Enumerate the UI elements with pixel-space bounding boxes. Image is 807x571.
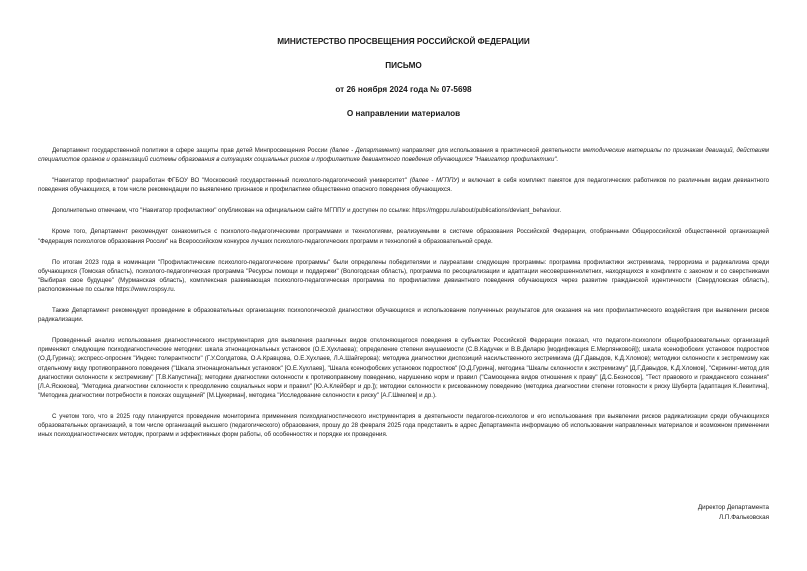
paragraph-7: Проведенный анализ использования диагностического инструментария для выявления различных видов отклоняющегося поведения в субъектах Российской Федерации показал, что педагоги-психологи общеобразовательных организаций применяют следующие психодиагностические методики: шкала этнонациональных установок (О.Е.Хухлаева); определение степени внушаемости (С.В.Кадучек и В.В.Деларю [модификация Е.Мерлянковой]); шкала ксенофобских установок подростков (О.Д.Гурина); экспресс-опросник "Индекс толерантности" (Г.У.Солдатова, О.А.Кравцова, О.Е.Хухлаев, Л.А.Шайгерова); методика диагностики диспозиций насильственного экстремизма (Д.Г.Давыдов, К.Д.Хломов); методики склонности к экстремизму как отдельному виду противоправного поведения ("Шкала этнонациональных установок" [О.Е.Хухлаев], "Шкала ксенофобских установок подростков" [О.Д.Гурина], методика "Шкалы склонности к экстремизму" [Д.Г.Давыдов, К.Д.Хломов], "Скрининг-метод для диагностики склонности к экстремизму" [Т.В.Капустина]); методики диагностики склонности к противоправному поведению, нарушению норм и правил ("Самооценка видов отношения к праву" [Д.С.Безносов], "Тест правового и гражданского сознания" [Л.А.Ясюкова], "Методика диагностики склонности к преодолению социальных норм и правил" [Ю.А.Клейберг и др.]); методики склонности к рискованному поведению (методика диагностики степени готовности к риску Шуберта [адаптация К.Левитина], "Методика диагностики потребности в поисках ощущений" [М.Цукерман], методика "Исследование склонности к риску" [А.Г.Шмелев] и др.). xyxy=(38,337,769,399)
document-date-number: от 26 ноября 2024 года № 07-5698 xyxy=(335,85,472,94)
paragraph-2-text-c: и включает в себя комплект памяток для педагогических работников по различным видам девиантного поведения обучающихся, в том числе рекомендации по выявлению признаков и профилактике общественно опасного поведения обучающихся. xyxy=(38,177,769,194)
paragraph-1 xyxy=(38,146,769,164)
paragraph-8: С учетом того, что в 2025 году планируется проведение мониторинга применения психодиагностического инструментария в деятельности педагогов-психологов и его использования при выявлении рисков радикализации среди обучающихся образовательных организаций, в том числе организаций высшего (педагогического) образования, прошу до 28 февраля 2025 года представить в адрес Департамента информацию об использовании направленных материалов и возможном применении иных психодиагностических методик, программ и эффективных форм работы, об особенностях и порядке их проведения. xyxy=(38,412,769,439)
paragraph-2-text-b: (далее - МГППУ) xyxy=(409,177,460,185)
paragraph-5: По итогам 2023 года в номинации "Профилактические психолого-педагогические программы" были определены победителями и лауреатами следующие программы: программа профилактики экстремизма, терроризма и радикализма среди обучающихся (Томская область), психолого-педагогическая программа "Ресурсы помощи и поддержки" (Вологодская область), программа по ресоциализации и адаптации несовершеннолетних, находящихся в конфликте с законом и со сверстниками "Выбирая свое будущее" (Мурманская область), комплексная развивающая психолого-педагогическая программа по профилактике девиантного поведения обучающихся через развитие гражданской идентичности (Свердловская область), расположенные по ссылке https://www.rospsy.ru. xyxy=(38,258,769,293)
document-type: ПИСЬМО xyxy=(385,61,422,70)
paragraph-4: Кроме того, Департамент рекомендует ознакомиться с психолого-педагогическими программами и технологиями, реализуемыми в системе образования Российской Федерации, отобранными Общероссийской общественной организацией "Федерация психологов образования России" на Всероссийском конкурсе лучших психолого-педагогических программ и технологий в образовательной среде. xyxy=(38,228,769,245)
ministry-heading: МИНИСТЕРСТВО ПРОСВЕЩЕНИЯ РОССИЙСКОЙ ФЕДЕРАЦИИ xyxy=(277,37,530,46)
paragraph-1-text-b: (далее - Департамент) xyxy=(329,147,400,154)
signature-block xyxy=(698,503,769,523)
paragraph-2-text-a: "Навигатор профилактики" разработан ФГБОУ ВО "Московский государственный психолого-педагогический университет" xyxy=(52,177,410,185)
paragraph-2 xyxy=(38,176,769,194)
paragraph-1-text-c: направляет для использования в практической деятельности xyxy=(399,147,583,154)
signature-position: Директор Департамента xyxy=(697,504,769,511)
letter-document xyxy=(38,30,769,451)
signature-name: Л.П.Фальковская xyxy=(719,514,769,521)
paragraph-1-text-d: методические материалы по признакам девиаций, действиям специалистов органов и организаций системы образования в ситуациях социальных рисков и профилактике девиантного поведения обучающихся "Навигатор профилактики". xyxy=(38,147,770,164)
document-subject: О направлении материалов xyxy=(346,109,461,118)
paragraph-1-text-a: Департамент государственной политики в сфере защиты прав детей Минпросвещения России xyxy=(52,147,330,154)
letter-body xyxy=(38,146,769,439)
paragraph-3: Дополнительно отмечаем, что "Навигатор профилактики" опубликован на официальном сайте МГППУ и доступен по ссылке: https://mgppu.ru/about/publications/deviant_behaviour. xyxy=(52,207,562,215)
paragraph-6: Также Департамент рекомендует проведение в образовательных организациях психологической диагностики обучающихся и использование полученных результатов для оказания на них профилактического воздействия при выявлении рисков радикализации. xyxy=(38,307,769,324)
